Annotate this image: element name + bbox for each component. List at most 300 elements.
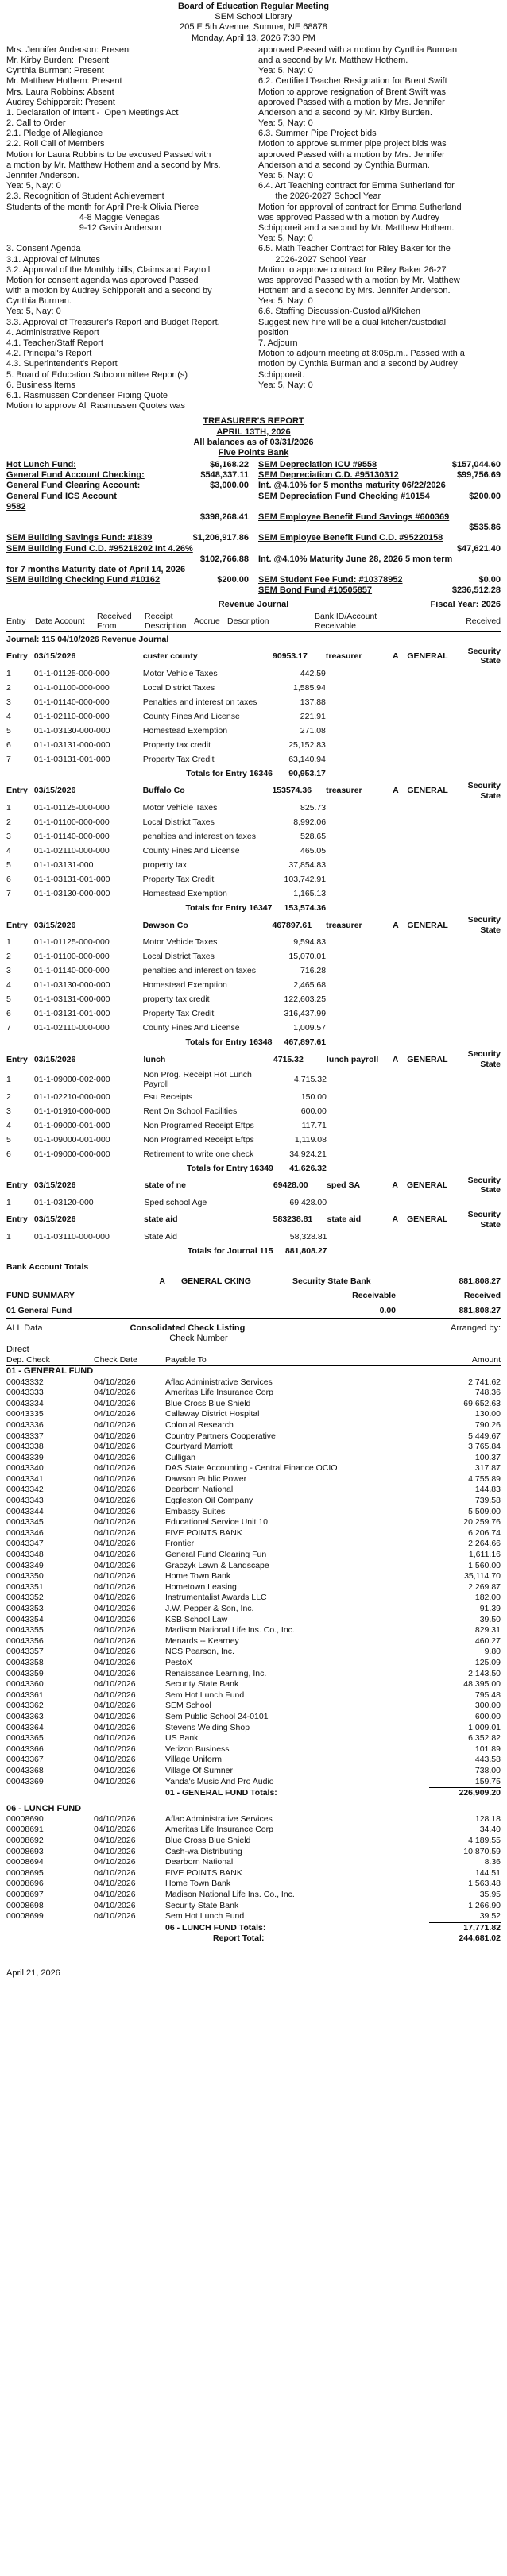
minutes-line: 5. Board of Education Subcommittee Report(s) [6, 369, 188, 380]
treasurer-balances-date: All balances as of 03/31/2026 [193, 437, 314, 447]
payee: Madison National Life Ins. Co., Inc. [165, 1625, 295, 1636]
treasurer-left-column [6, 460, 249, 596]
entry-date: 03/15/2026 [33, 1054, 76, 1064]
line-description: State Aid [143, 1231, 178, 1242]
line-amount: 1,585.94 [293, 682, 326, 693]
minutes-line: Anderson and a second by Cynthia Burman. [258, 160, 430, 170]
line-description: property tax [142, 859, 188, 870]
check-amount: 829.31 [474, 1625, 501, 1636]
check-row [6, 1539, 501, 1550]
revenue-line [6, 1090, 501, 1104]
check-number: 00043351 [6, 1582, 44, 1592]
revenue-entry [6, 647, 501, 781]
check-amount: 125.09 [474, 1657, 501, 1667]
entry-total: 153,574.36 [284, 902, 327, 913]
treasurer-date: APRIL 13TH, 2026 [216, 427, 291, 437]
general-total: 226,909.20 [459, 1788, 501, 1798]
check-row [6, 1636, 501, 1647]
check-row [6, 1777, 501, 1788]
col-receipt-description: Receipt Description [145, 611, 187, 631]
entry-date: 03/15/2026 [33, 786, 76, 796]
check-date: 04/10/2026 [94, 1636, 136, 1646]
payee: FIVE POINTS BANK [165, 1867, 242, 1878]
entry-entry: Entry [6, 920, 28, 930]
check-amount: 443.58 [474, 1755, 501, 1765]
check-amount: 790.26 [474, 1419, 501, 1430]
minutes-line: 4.3. Superintendent's Report [6, 359, 118, 369]
report-total: 244,681.02 [459, 1933, 501, 1944]
check-number: 00008699 [6, 1911, 44, 1921]
treasurer-row [258, 523, 501, 533]
revenue-line [6, 844, 501, 858]
revenue-entry [6, 1049, 501, 1175]
lunch-fund-label: 06 - LUNCH FUND [6, 1803, 82, 1813]
treasurer-row [258, 512, 501, 523]
line-account: 01-1-03131-000 [33, 859, 94, 870]
payee: Home Town Bank [165, 1879, 231, 1889]
minutes-line: Motion for approval of contract for Emma Sutherland [258, 202, 462, 212]
minutes-right-column [258, 45, 501, 412]
treasurer-row [258, 575, 501, 585]
entry-bank2: Security State [467, 915, 501, 935]
treasurer-columns [6, 460, 501, 596]
check-date: 04/10/2026 [94, 1900, 136, 1910]
minutes-line: Yea: 5, Nay: 0 [258, 296, 313, 307]
check-row [6, 1463, 501, 1474]
payee: Eggleston Oil Company [165, 1496, 254, 1506]
line-amount: 271.08 [300, 725, 326, 736]
check-row [6, 1442, 501, 1453]
minutes-line: 6.5. Math Teacher Contract for Riley Baker for the [258, 244, 451, 254]
check-amount: 1,009.01 [468, 1722, 501, 1732]
line-num: 7 [6, 754, 11, 764]
check-number: 00043364 [6, 1722, 44, 1732]
check-date: 04/10/2026 [94, 1890, 136, 1900]
check-amount: 2,143.50 [468, 1668, 501, 1678]
minutes-line: Hothem and a second by Mrs. Jennifer Anderson. [258, 286, 451, 296]
entry-total: 90,953.17 [288, 768, 326, 778]
treasurer-row [6, 512, 249, 523]
check-row [6, 1615, 501, 1626]
treasurer-label: SEM Building Fund C.D. #95218202 Int 4.26% [6, 543, 193, 554]
check-number: 00043337 [6, 1431, 44, 1441]
line-account: 01-1-03110-000-000 [33, 1231, 110, 1242]
check-listing-header [6, 1323, 501, 1334]
entry-entry: Entry [6, 1215, 28, 1225]
check-number: 00043358 [6, 1657, 44, 1667]
line-description: Non Programed Receipt Eftps [143, 1134, 254, 1145]
payee: Menards -- Kearney [165, 1636, 239, 1646]
check-row [6, 1744, 501, 1755]
payee: Blue Cross Blue Shield [165, 1398, 251, 1408]
line-amount: 34,924.21 [289, 1149, 327, 1159]
treasurer-row [6, 565, 249, 575]
minutes-line: was approved Passed with a motion by Audrey [258, 212, 440, 222]
check-amount: 144.83 [474, 1485, 501, 1495]
check-date: 04/10/2026 [94, 1679, 136, 1690]
revenue-line [6, 681, 501, 695]
minutes-line: Yea: 5, Nay: 0 [258, 66, 313, 76]
treasurer-label: Int. @4.10% for 5 months maturity 06/22/2026 [258, 481, 446, 491]
payee: Dearborn National [165, 1857, 234, 1867]
treasurer-row [258, 533, 501, 543]
revenue-line [6, 1133, 501, 1147]
minutes-line: 2.2. Roll Call of Members [6, 139, 105, 149]
payee: Village Uniform [165, 1755, 223, 1765]
line-account: 01-1-01125-000-000 [33, 668, 110, 678]
direct-label: Direct [6, 1344, 29, 1354]
treasurer-value: $99,756.69 [456, 470, 501, 481]
revenue-line [6, 1195, 501, 1210]
check-number: 00043354 [6, 1614, 44, 1624]
payee: Dearborn National [165, 1485, 234, 1495]
fund-line: 01 General Fund [6, 1305, 72, 1315]
line-account: 01-1-01140-000-000 [33, 697, 110, 707]
payee: Aflac Administrative Services [165, 1813, 273, 1824]
treasurer-label: SEM Student Fee Fund: #10378952 [258, 575, 403, 585]
revenue-line [6, 858, 501, 872]
check-number: 00043336 [6, 1419, 44, 1430]
payee: Callaway District Hospital [165, 1409, 260, 1419]
treasurer-value: $200.00 [469, 491, 501, 501]
line-num: 2 [6, 682, 11, 693]
check-date: 04/10/2026 [94, 1409, 136, 1419]
bank-total: 881,808.27 [459, 1276, 501, 1286]
bank-totals-label: Bank Account Totals [6, 1261, 89, 1272]
check-amount: 35.95 [479, 1890, 501, 1900]
revenue-entry [6, 1210, 501, 1258]
check-amount: 69,652.63 [463, 1398, 501, 1408]
entry-total-row [6, 901, 501, 915]
payee: FIVE POINTS BANK [165, 1527, 242, 1538]
check-row [6, 1669, 501, 1680]
line-amount: 1,165.13 [293, 888, 327, 898]
minutes-line: approved Passed with a motion by Mrs. Jennifer [258, 97, 445, 107]
line-description: Homestead Exemption [142, 888, 227, 898]
entry-total-label: Totals for Journal 115 [187, 1246, 273, 1256]
check-date: 04/10/2026 [94, 1836, 136, 1846]
revenue-line [6, 1230, 501, 1244]
entry-a: A [392, 1054, 399, 1064]
minutes-line: Yea: 5, Nay: 0 [6, 181, 61, 191]
check-amount: 39.52 [429, 1911, 501, 1922]
line-amount: 1,009.57 [293, 1023, 327, 1033]
check-amount: 1,560.00 [468, 1560, 501, 1570]
line-description: Homestead Exemption [142, 980, 227, 991]
treasurer-label: SEM Employee Benefit Fund Savings #600369 [258, 512, 450, 522]
treasurer-label: General Fund Account Checking: [6, 470, 145, 481]
entry-total: 881,808.27 [284, 1246, 327, 1256]
entry-receipt: 90953.17 [273, 651, 308, 662]
check-number: 00008697 [6, 1890, 44, 1900]
line-amount: 122,603.25 [284, 994, 327, 1005]
line-num: 4 [6, 711, 11, 721]
check-row [6, 1755, 501, 1766]
check-row [6, 1911, 501, 1922]
lunch-total-label: 06 - LUNCH FUND Totals: [165, 1922, 266, 1933]
line-amount: 825.73 [300, 802, 327, 813]
line-description: Esu Receipts [143, 1091, 193, 1102]
check-date: 04/10/2026 [94, 1398, 136, 1408]
treasurer-right-column [258, 460, 501, 596]
minutes-columns [6, 45, 501, 412]
treasurer-label: for 7 months Maturity date of April 14, 2026 [6, 564, 186, 574]
check-date: 04/10/2026 [94, 1550, 136, 1560]
minutes-line: 2.3. Recognition of Student Achievement [6, 191, 164, 202]
revenue-line [6, 829, 501, 844]
payee: Village Of Sumner [165, 1765, 234, 1775]
entry-a: A [393, 786, 399, 796]
check-row [6, 1814, 501, 1825]
check-amount: 48,395.00 [463, 1679, 501, 1690]
minutes-line: Motion to approve summer pipe project bids was [258, 139, 447, 149]
check-number: 00043350 [6, 1571, 44, 1582]
revenue-entry [6, 781, 501, 915]
minutes-line: Mrs. Jennifer Anderson: Present [6, 44, 132, 55]
check-row [6, 1593, 501, 1604]
treasurer-value: $102,766.88 [199, 554, 249, 564]
line-account: 01-1-09000-001-000 [33, 1134, 110, 1145]
check-number: 00008692 [6, 1836, 44, 1846]
treasurer-row [258, 565, 501, 575]
line-account: 01-1-02210-000-000 [33, 1091, 110, 1102]
entry-from: lunch [143, 1054, 166, 1064]
col-entry: Entry [6, 616, 26, 626]
col-dep-check: Dep. Check [6, 1354, 50, 1365]
line-description: Property tax credit [142, 740, 211, 750]
check-number: 00043366 [6, 1744, 44, 1754]
minutes-line: 3.2. Approval of the Monthly bills, Claims and Payroll [6, 265, 211, 275]
treasurer-row [6, 492, 249, 502]
general-fund-checks [6, 1377, 501, 1789]
revenue-line [6, 949, 501, 964]
check-amount: 6,206.74 [468, 1527, 501, 1538]
payee: Madison National Life Ins. Co., Inc. [165, 1890, 295, 1900]
line-amount: 63,140.94 [288, 754, 326, 764]
check-amount: 182.00 [474, 1593, 501, 1603]
minutes-line: 6.1. Rasmussen Condenser Piping Quote [6, 390, 168, 400]
line-account: 01-1-09000-000-000 [33, 1149, 110, 1159]
check-date: 04/10/2026 [94, 1377, 136, 1387]
col-date-account: Date Account [35, 616, 85, 626]
treasurer-label: SEM Depreciation C.D. #95130312 [258, 470, 399, 481]
check-number: 00043343 [6, 1496, 44, 1506]
col-check-date: Check Date [94, 1354, 137, 1365]
line-account: 01-1-01125-000-000 [33, 802, 110, 813]
check-row [6, 1723, 501, 1734]
treasurer-row [6, 470, 249, 481]
receivable-label: Receivable [352, 1290, 396, 1300]
check-number: 00043334 [6, 1398, 44, 1408]
check-row [6, 1582, 501, 1593]
meeting-date: Monday, April 13, 2026 7:30 PM [192, 33, 315, 43]
check-date: 04/10/2026 [94, 1813, 136, 1824]
payee: General Fund Clearing Fun [165, 1550, 267, 1560]
entry-from: custer county [142, 651, 198, 662]
payee: Aflac Administrative Services [165, 1377, 273, 1387]
entry-acct-name: treasurer [326, 786, 362, 796]
check-number: 00043353 [6, 1604, 44, 1613]
minutes-line: 2. Call to Order [6, 118, 66, 129]
line-amount: 528.65 [300, 831, 327, 841]
check-number: 00008695 [6, 1867, 44, 1878]
line-account: 01-1-03130-000-000 [33, 980, 110, 991]
check-row [6, 1712, 501, 1723]
minutes-line: position [258, 327, 288, 338]
minutes-line: Motion for consent agenda was approved Passed [6, 275, 199, 285]
check-number: 00008698 [6, 1900, 44, 1910]
check-amount: 748.36 [474, 1388, 501, 1398]
minutes-line: the 2026-2027 School Year [258, 191, 381, 202]
revenue-line [6, 1006, 501, 1021]
line-amount: 69,428.00 [289, 1197, 327, 1207]
minutes-line: motion by Cynthia Burman and a second by Audrey [258, 359, 458, 369]
minutes-line: 4.2. Principal's Report [6, 349, 92, 359]
revenue-line [6, 695, 501, 709]
check-date: 04/10/2026 [94, 1593, 136, 1603]
line-description: Property Tax Credit [142, 1009, 215, 1019]
entry-total-label: Totals for Entry 16349 [186, 1163, 273, 1173]
check-date: 04/10/2026 [94, 1496, 136, 1506]
line-num: 1 [6, 1074, 11, 1084]
check-date: 04/10/2026 [94, 1473, 136, 1484]
check-amount: 5,509.00 [468, 1506, 501, 1516]
entry-date: 03/15/2026 [33, 651, 76, 662]
line-num: 3 [6, 1106, 11, 1116]
revenue-line [6, 964, 501, 978]
entry-bank: GENERAL [407, 920, 448, 930]
check-number: 00043369 [6, 1776, 44, 1786]
minutes-line: 9-12 Gavin Anderson [6, 222, 162, 233]
minutes-line: Schipporeit. [258, 369, 305, 380]
revenue-entry [6, 1176, 501, 1210]
treasurer-value: $47,621.40 [456, 543, 501, 554]
minutes-line: Motion to approve resignation of Brent Swift was [258, 87, 447, 97]
entry-total: 41,626.32 [289, 1163, 327, 1173]
check-date: 04/10/2026 [94, 1846, 136, 1856]
check-number: 00043368 [6, 1765, 44, 1775]
treasurer-label: Int. @4.10% Maturity June 28, 2026 5 mon term [258, 554, 453, 564]
check-amount: 128.18 [474, 1813, 501, 1824]
check-amount: 6,352.82 [468, 1733, 501, 1744]
check-row [6, 1388, 501, 1399]
check-date: 04/10/2026 [94, 1442, 136, 1452]
line-amount: 8,992.06 [293, 817, 327, 827]
minutes-line: 1. Declaration of Intent - Open Meetings Act [6, 107, 179, 118]
line-num: 6 [6, 740, 11, 750]
minutes-line: Yea: 5, Nay: 0 [258, 234, 313, 244]
minutes-left-column [6, 45, 249, 412]
check-amount: 1,611.16 [468, 1550, 501, 1560]
check-amount: 144.51 [474, 1867, 501, 1878]
check-number: 00043347 [6, 1539, 44, 1549]
revenue-line [6, 935, 501, 949]
entry-entry: Entry [6, 1180, 28, 1191]
line-num: 3 [6, 831, 11, 841]
revenue-line [6, 992, 501, 1006]
payee: Frontier [165, 1539, 195, 1549]
line-amount: 58,328.81 [289, 1231, 327, 1242]
line-description: Local District Taxes [142, 817, 215, 827]
check-date: 04/10/2026 [94, 1733, 136, 1744]
bank-name: GENERAL CKING [181, 1276, 251, 1286]
minutes-line: Motion to adjourn meeting at 8:05p.m.. Passed with a [258, 349, 465, 359]
line-account: 01-1-09000-002-000 [33, 1074, 110, 1084]
line-description: Homestead Exemption [142, 725, 228, 736]
entry-receipt: 153574.36 [272, 786, 312, 796]
check-number: 00043346 [6, 1527, 44, 1538]
check-row [6, 1453, 501, 1464]
header [6, 0, 501, 44]
payee: SEM School [165, 1701, 211, 1711]
payee: Culligan [165, 1452, 195, 1462]
line-amount: 716.28 [300, 966, 327, 976]
treasurer-label: SEM Building Savings Fund: #1839 [6, 533, 153, 543]
line-amount: 15,070.01 [288, 952, 327, 962]
treasurer-label: Hot Lunch Fund: [6, 460, 76, 470]
treasurer-value: $236,512.28 [451, 585, 501, 596]
treasurer-row [258, 544, 501, 554]
general-fund-label: 01 - GENERAL FUND [6, 1366, 94, 1377]
minutes-line: Yea: 5, Nay: 0 [6, 307, 61, 317]
entry-entry: Entry [6, 1054, 28, 1064]
check-number: 00043352 [6, 1593, 44, 1603]
check-row [6, 1879, 501, 1890]
check-number: 00043340 [6, 1463, 44, 1473]
received-label: Received [463, 1290, 501, 1300]
check-amount: 2,264.66 [468, 1539, 501, 1549]
treasurer-value: $398,268.41 [199, 512, 249, 522]
entry-bank2: Security State [467, 1049, 501, 1070]
check-amount: 3,765.84 [468, 1442, 501, 1452]
line-num: 6 [6, 874, 11, 884]
check-amount: 4,755.89 [468, 1473, 501, 1484]
minutes-line: approved Passed with a motion by Mrs. Jennifer [258, 149, 445, 160]
check-number: 00043365 [6, 1733, 44, 1744]
line-description: Penalties and interest on taxes [142, 697, 257, 707]
check-amount: 130.00 [474, 1409, 501, 1419]
revenue-line [6, 872, 501, 886]
payee: Colonial Research [165, 1419, 234, 1430]
entry-entry: Entry [6, 786, 28, 796]
minutes-line: 3. Consent Agenda [6, 244, 81, 254]
minutes-line: a motion by Mr. Matthew Hothem and a second by Mrs. [6, 160, 221, 170]
entry-total-row [6, 1161, 501, 1176]
check-number: 00043333 [6, 1388, 44, 1398]
check-amount: 600.00 [474, 1711, 501, 1721]
entry-a: A [393, 920, 399, 930]
minutes-line: Yea: 5, Nay: 0 [258, 380, 313, 390]
payee: Cash-wa Distributing [165, 1846, 242, 1856]
line-account: 01-1-03130-000-000 [33, 725, 110, 736]
line-num: 7 [6, 1023, 11, 1033]
minutes-line: 6.4. Art Teaching contract for Emma Sutherland for [258, 181, 455, 191]
treasurer-row [6, 502, 249, 512]
entry-bank2: Security State [467, 1210, 501, 1230]
treasurer-row [6, 481, 249, 491]
minutes-line: 6.3. Summer Pipe Project bids [258, 129, 377, 139]
entry-receipt: 467897.61 [272, 920, 312, 930]
treasurer-value: $6,168.22 [210, 460, 249, 470]
line-description: property tax credit [142, 994, 210, 1005]
line-num: 6 [6, 1009, 11, 1019]
report-total-label: Report Total: [213, 1933, 265, 1944]
line-num: 4 [6, 845, 11, 855]
col-bank-id: Bank ID/Account Receivable [315, 611, 377, 631]
bank-code: A [159, 1276, 165, 1286]
line-amount: 25,152.83 [288, 740, 326, 750]
check-row [6, 1485, 501, 1496]
